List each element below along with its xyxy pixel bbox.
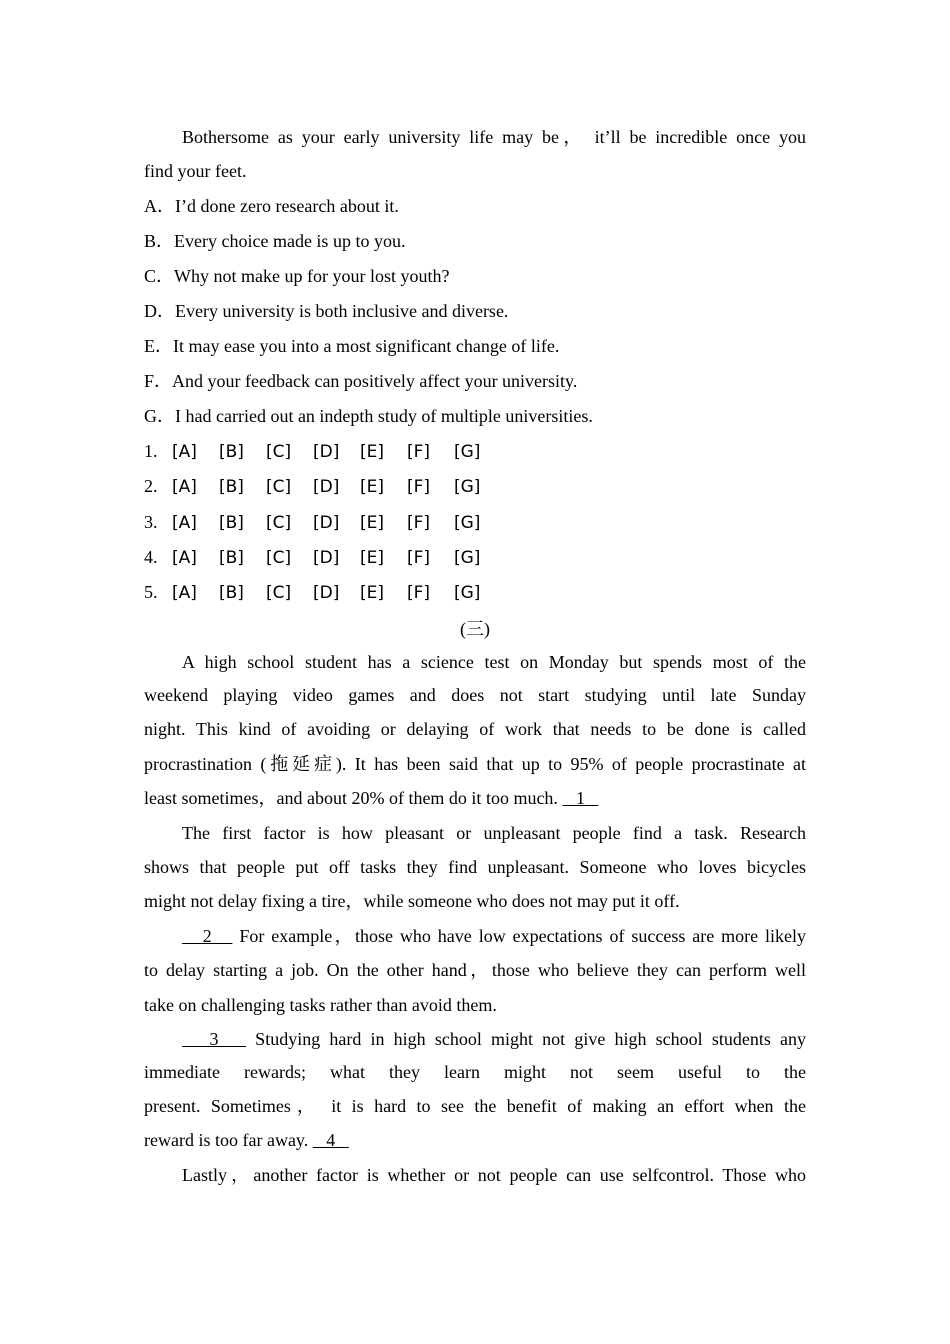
answer-choice[interactable]: [C]	[266, 583, 292, 604]
passage-line	[144, 683, 806, 707]
answer-row	[144, 545, 501, 569]
question-number: 4.	[144, 546, 158, 567]
answer-row	[144, 510, 501, 534]
answer-choice[interactable]: [G]	[454, 442, 481, 462]
passage-line	[144, 855, 806, 879]
text-segment: A high school student has a science test on Monday but spends most of the	[182, 652, 806, 672]
answer-choice[interactable]: [B]	[219, 547, 244, 568]
text-segment: shows that people put off tasks they find unpleasant. Someone who loves bicycles	[144, 857, 806, 877]
answer-choice[interactable]: [G]	[454, 477, 481, 498]
answer-choice[interactable]: [F]	[407, 547, 431, 568]
answer-choice[interactable]: [F]	[407, 477, 431, 498]
answer-choice[interactable]: [B]	[219, 477, 244, 498]
question-number: 3.	[144, 511, 158, 532]
text-segment: might not delay fixing a tire，while someone who does not may put it off.	[144, 891, 680, 911]
answer-choice[interactable]: [A]	[172, 583, 197, 604]
text-segment: Lastly，another factor is whether or not people can use selfcontrol. Those who	[182, 1165, 806, 1185]
text-segment: Bothersome as your early university life may be， it’ll be incredible once you	[182, 127, 806, 147]
passage-line	[144, 752, 806, 776]
answer-choice[interactable]: [E]	[360, 477, 385, 498]
answer-choice[interactable]: [C]	[266, 477, 292, 498]
question-number: 2.	[144, 476, 158, 497]
intro-line	[182, 125, 806, 149]
question-number: 5.	[144, 582, 158, 603]
text-segment: to delay starting a job. On the other hand，those who believe they can perform well	[144, 960, 806, 980]
option-g: G．I had carried out an indepth study of multiple universities.	[144, 406, 593, 426]
answer-choice[interactable]: [A]	[172, 547, 197, 568]
passage-line	[144, 993, 806, 1017]
answer-choice[interactable]: [A]	[172, 512, 197, 533]
passage-line	[144, 1060, 806, 1084]
answer-choice[interactable]: [A]	[172, 442, 197, 462]
intro-line	[144, 159, 806, 183]
text-segment: least sometimes，and about 20% of them do it too much.	[144, 788, 563, 808]
answer-choice[interactable]: [B]	[219, 442, 244, 462]
answer-choice[interactable]: [F]	[407, 442, 431, 462]
text-segment: immediate rewards; what they learn might not seem useful to the	[144, 1062, 806, 1082]
text-segment: find your feet.	[144, 161, 247, 181]
answer-choice[interactable]: [G]	[454, 583, 481, 604]
text-segment: reward is too far away.	[144, 1130, 313, 1150]
section-title: (三)	[460, 619, 490, 639]
answer-blank: 4	[312, 1130, 349, 1150]
answer-choice[interactable]: [A]	[172, 477, 197, 498]
answer-choice[interactable]: [E]	[360, 547, 385, 568]
answer-choice[interactable]: [G]	[454, 512, 481, 533]
passage-line	[144, 717, 806, 741]
answer-choice[interactable]: [D]	[313, 442, 340, 462]
text-segment: weekend playing video games and does not start studying until late Sunday	[144, 685, 806, 705]
answer-row	[144, 474, 501, 498]
text-segment: The first factor is how pleasant or unpleasant people find a task. Research	[182, 823, 806, 843]
passage-line	[182, 924, 806, 948]
answer-choice[interactable]: [D]	[313, 512, 340, 533]
passage-line	[144, 1094, 806, 1118]
passage-line	[182, 1027, 806, 1051]
option-c: C．Why not make up for your lost youth?	[144, 266, 450, 286]
answer-choice[interactable]: [D]	[313, 477, 340, 498]
text-segment: procrastination (拖延症). It has been said that up to 95% of people procrastinate at	[144, 754, 806, 774]
passage-line	[144, 958, 806, 982]
answer-choice[interactable]: [F]	[407, 512, 431, 533]
text-segment: night. This kind of avoiding or delaying of work that needs to be done is called	[144, 719, 806, 739]
answer-choice[interactable]: [B]	[219, 512, 244, 533]
text-segment: present. Sometimes， it is hard to see the benefit of making an effort when the	[144, 1096, 806, 1116]
option-e: E．It may ease you into a most significant change of life.	[144, 336, 560, 356]
answer-choice[interactable]: [E]	[360, 442, 385, 462]
text-segment: For example，those who have low expectations of success are more likely	[232, 926, 806, 946]
answer-choice[interactable]: [F]	[407, 583, 431, 604]
option-b: B．Every choice made is up to you.	[144, 231, 406, 251]
passage-line	[182, 821, 806, 845]
passage-line	[182, 650, 806, 674]
answer-row	[144, 580, 501, 604]
question-number: 1.	[144, 441, 158, 461]
answer-blank: 1	[562, 788, 599, 808]
option-d: D．Every university is both inclusive and diverse.	[144, 301, 509, 321]
passage-line	[144, 1128, 806, 1152]
answer-choice[interactable]: [D]	[313, 547, 340, 568]
answer-blank: 3	[182, 1029, 247, 1049]
option-f: F．And your feedback can positively affect your university.	[144, 371, 578, 391]
passage-line	[182, 1163, 806, 1187]
passage-line	[144, 786, 806, 810]
passage-line	[144, 889, 806, 913]
answer-row	[144, 439, 501, 463]
answer-choice[interactable]: [C]	[266, 512, 292, 533]
text-segment: take on challenging tasks rather than avoid them.	[144, 995, 497, 1015]
answer-choice[interactable]: [B]	[219, 583, 244, 604]
answer-choice[interactable]: [E]	[360, 583, 385, 604]
answer-choice[interactable]: [G]	[454, 547, 481, 568]
answer-choice[interactable]: [D]	[313, 583, 340, 604]
answer-choice[interactable]: [C]	[266, 547, 292, 568]
answer-choice[interactable]: [C]	[266, 442, 292, 462]
answer-choice[interactable]: [E]	[360, 512, 385, 533]
answer-blank: 2	[182, 926, 233, 946]
option-a: A．I’d done zero research about it.	[144, 196, 399, 216]
text-segment: Studying hard in high school might not give high school students any	[246, 1029, 806, 1049]
